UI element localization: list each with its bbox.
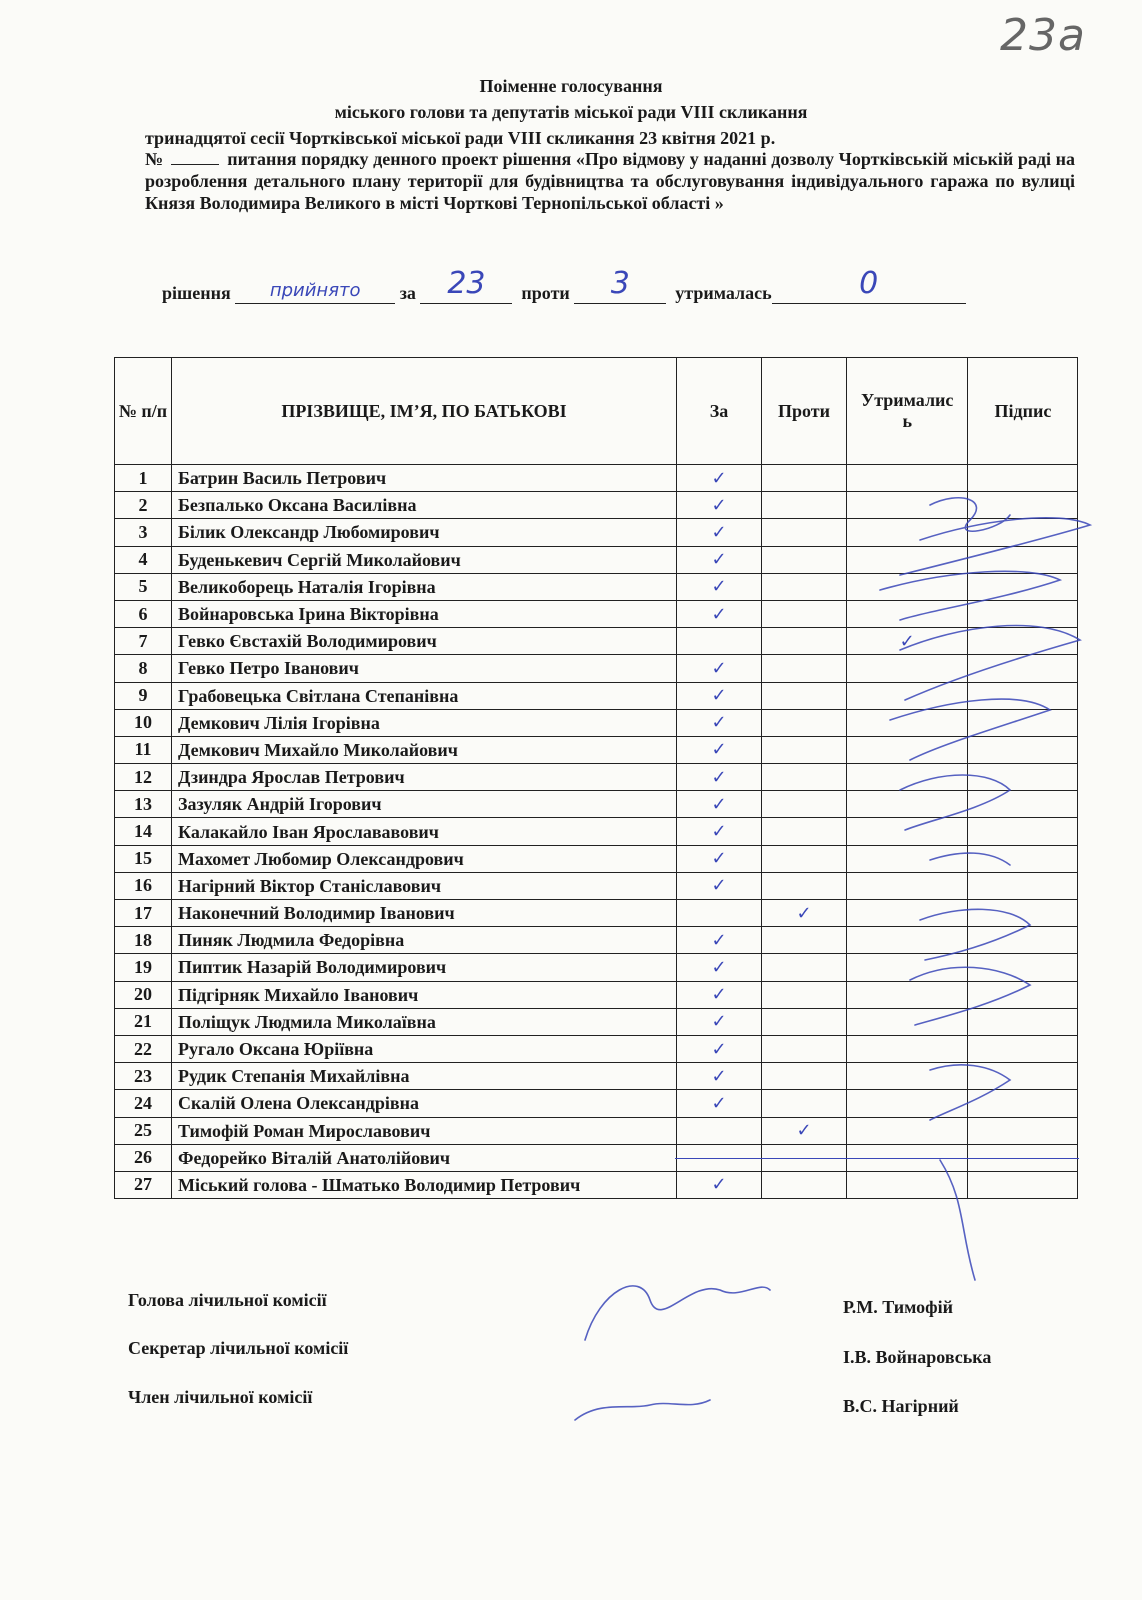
check-mark-icon: ✓ [711,875,727,897]
signature-cell [968,682,1078,709]
vote-result [162,266,966,304]
row-name: Нагірний Віктор Станіславович [172,872,677,899]
signature-cell [968,1063,1078,1090]
table-row [115,1063,1078,1090]
row-number: 3 [115,519,172,546]
table-row [115,872,1078,899]
vote-abstain-cell [847,682,968,709]
check-mark-icon: ✓ [711,956,727,978]
vote-against-cell [762,1171,847,1198]
vote-abstain-cell [847,1090,968,1117]
vote-for-cell [677,791,762,818]
vote-for-cell [677,981,762,1008]
secretary-name: І.В. Войнаровська [843,1347,992,1367]
row-number: 4 [115,546,172,573]
row-name: Гевко Петро Іванович [172,655,677,682]
row-number: 21 [115,1008,172,1035]
signature-cell [968,764,1078,791]
check-mark-icon: ✓ [711,739,727,761]
row-number: 7 [115,628,172,655]
check-mark-icon: ✓ [711,929,727,951]
row-name: Демкович Лілія Ігорівна [172,709,677,736]
against-value: 3 [610,266,630,301]
signature-cell [968,1090,1078,1117]
signature-cell [968,954,1078,981]
table-row [115,764,1078,791]
signature-cell [968,465,1078,492]
signature-cell [968,845,1078,872]
vote-against-cell [762,764,847,791]
table-row [115,1008,1078,1035]
question-block [145,148,1075,214]
vote-for-cell [677,1008,762,1035]
table-row [115,1144,1078,1171]
check-mark-icon: ✓ [711,821,727,843]
check-mark-icon: ✓ [711,1038,727,1060]
vote-against-cell [762,709,847,736]
vote-against-cell [762,1090,847,1117]
row-name: Зазуляк Андрій Ігорович [172,791,677,818]
signature-cell [968,791,1078,818]
vote-for-cell [677,1063,762,1090]
row-number: 17 [115,900,172,927]
vote-against-cell [762,927,847,954]
table-row [115,927,1078,954]
abstain-label: утрималась [675,283,772,303]
vote-against-cell [762,682,847,709]
row-name: Поліщук Людмила Миколаївна [172,1008,677,1035]
signature-cell [968,709,1078,736]
row-name: Тимофій Роман Мирославович [172,1117,677,1144]
check-mark-icon: ✓ [711,603,727,625]
vote-against-cell [762,492,847,519]
check-mark-icon: ✓ [711,848,727,870]
vote-abstain-cell [847,981,968,1008]
vote-for-cell [677,1171,762,1198]
check-mark-icon: ✓ [711,576,727,598]
vote-against-cell [762,818,847,845]
vote-abstain-cell [847,1171,968,1198]
vote-against-cell [762,546,847,573]
vote-abstain-cell [847,900,968,927]
signature-cell [968,927,1078,954]
vote-abstain-cell [847,927,968,954]
header-against: Проти [762,358,847,465]
vote-table [114,357,1078,1199]
page-number: 23a [1000,10,1086,61]
vote-for-cell [677,573,762,600]
question-text: питання порядку денного проект рішення «Про відмову у наданні дозволу Чортківській міській раді на розроблення детального плану території для будівництва та обслуговування індивідуального гаража по вулиці Князя Володимира Великого в місті Чорткові Тернопільської області » [145,149,1075,213]
vote-abstain-cell [847,1117,968,1144]
signature-cell [968,628,1078,655]
vote-abstain-cell [847,655,968,682]
vote-for-cell [677,465,762,492]
chair-label: Голова лічильної комісії [128,1290,327,1310]
for-value: 23 [447,266,486,301]
vote-for-cell [677,1144,762,1171]
vote-for-cell [677,845,762,872]
check-mark-icon: ✓ [711,1011,727,1033]
doc-subtitle: міського голови та депутатів міської ради VIII скликання [334,102,808,122]
header-for: За [677,358,762,465]
vote-abstain-cell [847,1008,968,1035]
row-name: Махомет Любомир Олександрович [172,845,677,872]
vote-abstain-cell [847,791,968,818]
signature-cell [968,900,1078,927]
question-number-blank [171,150,219,165]
vote-abstain-cell [847,818,968,845]
vote-abstain-cell [847,709,968,736]
signature-cell [968,1171,1078,1198]
row-number: 16 [115,872,172,899]
signature-cell [968,736,1078,763]
vote-for-cell [677,546,762,573]
row-number: 24 [115,1090,172,1117]
table-row [115,954,1078,981]
abstain-value: 0 [859,266,879,301]
signature-cell [968,655,1078,682]
table-row [115,546,1078,573]
check-mark-icon: ✓ [711,712,727,734]
table-row [115,682,1078,709]
row-name: Ругало Оксана Юріївна [172,1035,677,1062]
row-name: Пиняк Людмила Федорівна [172,927,677,954]
row-name: Скалій Олена Олександрівна [172,1090,677,1117]
row-name: Дзиндра Ярослав Петрович [172,764,677,791]
vote-for-cell [677,872,762,899]
check-mark-icon: ✓ [711,521,727,543]
check-mark-icon: ✓ [711,1174,727,1196]
signature-cell [968,492,1078,519]
table-row [115,655,1078,682]
check-mark-icon: ✓ [796,1120,812,1142]
check-mark-icon: ✓ [711,657,727,679]
table-row [115,1171,1078,1198]
check-mark-icon: ✓ [711,467,727,489]
table-row [115,736,1078,763]
table-row [115,818,1078,845]
vote-against-cell [762,900,847,927]
row-number: 19 [115,954,172,981]
against-label: проти [521,283,570,303]
table-row [115,981,1078,1008]
vote-for-cell [677,628,762,655]
row-number: 22 [115,1035,172,1062]
question-number-sign: № [145,149,164,169]
row-name: Рудик Степанія Михайлівна [172,1063,677,1090]
row-name: Наконечний Володимир Іванович [172,900,677,927]
vote-for-cell [677,818,762,845]
vote-for-cell [677,709,762,736]
row-number: 20 [115,981,172,1008]
for-field [420,266,512,304]
decision-value: прийнято [269,280,361,301]
row-name: Грабовецька Світлана Степанівна [172,682,677,709]
row-number: 8 [115,655,172,682]
check-mark-icon: ✓ [899,630,915,652]
member-name: В.С. Нагірний [843,1396,959,1416]
vote-abstain-cell [847,1035,968,1062]
vote-for-cell [677,1090,762,1117]
row-name: Міський голова - Шматько Володимир Петрович [172,1171,677,1198]
vote-against-cell [762,1063,847,1090]
signature-cell [968,1035,1078,1062]
vote-abstain-cell [847,546,968,573]
table-row [115,1117,1078,1144]
table-row [115,628,1078,655]
check-mark-icon: ✓ [711,494,727,516]
row-name: Буденькевич Сергій Миколайович [172,546,677,573]
vote-abstain-cell [847,600,968,627]
against-field [574,266,666,304]
signature-cell [968,573,1078,600]
row-number: 23 [115,1063,172,1090]
table-row [115,791,1078,818]
row-name: Демкович Михайло Миколайович [172,736,677,763]
vote-against-cell [762,655,847,682]
vote-against-cell [762,954,847,981]
vote-against-cell [762,791,847,818]
signature-cell [968,519,1078,546]
vote-abstain-cell [847,1063,968,1090]
row-name: Безпалько Оксана Василівна [172,492,677,519]
row-name: Войнаровська Ірина Вікторівна [172,600,677,627]
vote-for-cell [677,900,762,927]
vote-against-cell [762,736,847,763]
vote-abstain-cell [847,519,968,546]
doc-title: Поіменне голосування [479,76,663,96]
vote-against-cell [762,1008,847,1035]
table-row [115,845,1078,872]
vote-against-cell [762,1035,847,1062]
vote-for-cell [677,927,762,954]
vote-for-cell [677,600,762,627]
table-row [115,600,1078,627]
signature-cell [968,981,1078,1008]
row-name: Федорейко Віталій Анатолійович [172,1144,677,1171]
vote-abstain-cell [847,845,968,872]
session-line: тринадцятої сесії Чортківської міської ради VIII скликання 23 квітня 2021 р. [145,128,776,148]
vote-against-cell [762,1117,847,1144]
for-label: за [399,283,416,303]
row-number: 6 [115,600,172,627]
vote-against-cell [762,628,847,655]
row-name: Калакайло Іван Ярослававович [172,818,677,845]
chair-name: Р.М. Тимофій [843,1297,954,1317]
secretary-label: Секретар лічильної комісії [128,1338,349,1358]
check-mark-icon: ✓ [711,549,727,571]
vote-for-cell [677,1117,762,1144]
vote-against-cell [762,872,847,899]
signature-cell [968,1117,1078,1144]
row-number: 26 [115,1144,172,1171]
table-header-row [115,358,1078,465]
vote-against-cell [762,845,847,872]
vote-for-cell [677,492,762,519]
signature-cell [968,872,1078,899]
row-name: Великоборець Наталія Ігорівна [172,573,677,600]
row-number: 15 [115,845,172,872]
check-mark-icon: ✓ [711,984,727,1006]
vote-abstain-cell [847,1144,968,1171]
row-name: Пиптик Назарій Володимирович [172,954,677,981]
vote-for-cell [677,764,762,791]
vote-for-cell [677,655,762,682]
member-label: Член лічильної комісії [128,1387,313,1407]
header-name: ПРІЗВИЩЕ, ІМ’Я, ПО БАТЬКОВІ [172,358,677,465]
vote-against-cell [762,981,847,1008]
table-row [115,492,1078,519]
table-row [115,519,1078,546]
table-row [115,573,1078,600]
row-number: 14 [115,818,172,845]
row-number: 10 [115,709,172,736]
decision-label: рішення [162,283,231,303]
check-mark-icon: ✓ [711,766,727,788]
check-mark-icon: ✓ [711,1065,727,1087]
vote-abstain-cell [847,465,968,492]
row-number: 13 [115,791,172,818]
abstain-field [772,266,966,304]
vote-abstain-cell [847,954,968,981]
vote-abstain-cell [847,628,968,655]
vote-for-cell [677,954,762,981]
check-mark-icon: ✓ [711,685,727,707]
vote-for-cell [677,682,762,709]
vote-for-cell [677,519,762,546]
row-number: 2 [115,492,172,519]
vote-against-cell [762,1144,847,1171]
check-mark-icon: ✓ [796,902,812,924]
vote-abstain-cell [847,736,968,763]
signature-cell [968,818,1078,845]
table-row [115,709,1078,736]
decision-field [235,280,395,304]
vote-for-cell [677,1035,762,1062]
row-name: Білик Олександр Любомирович [172,519,677,546]
header-signature: Підпис [968,358,1078,465]
table-row [115,465,1078,492]
signature-cell [968,1008,1078,1035]
row-number: 25 [115,1117,172,1144]
row-name: Батрин Василь Петрович [172,465,677,492]
vote-against-cell [762,573,847,600]
vote-abstain-cell [847,492,968,519]
row-number: 27 [115,1171,172,1198]
vote-against-cell [762,600,847,627]
vote-abstain-cell [847,872,968,899]
row-number: 11 [115,736,172,763]
signature-cell [968,600,1078,627]
row-number: 1 [115,465,172,492]
check-mark-icon: ✓ [711,1092,727,1114]
vote-abstain-cell [847,764,968,791]
signature-cell [968,1144,1078,1171]
check-mark-icon: ✓ [711,793,727,815]
row-number: 18 [115,927,172,954]
vote-for-cell [677,736,762,763]
row-number: 9 [115,682,172,709]
vote-abstain-cell [847,573,968,600]
row-name: Підгірняк Михайло Іванович [172,981,677,1008]
vote-against-cell [762,465,847,492]
table-row [115,1090,1078,1117]
row-number: 12 [115,764,172,791]
row-name: Гевко Євстахій Володимирович [172,628,677,655]
table-row [115,900,1078,927]
header-abstain: Утрималис ь [847,358,968,465]
signature-cell [968,546,1078,573]
vote-against-cell [762,519,847,546]
row-number: 5 [115,573,172,600]
table-row [115,1035,1078,1062]
header-num: № п/п [115,358,172,465]
